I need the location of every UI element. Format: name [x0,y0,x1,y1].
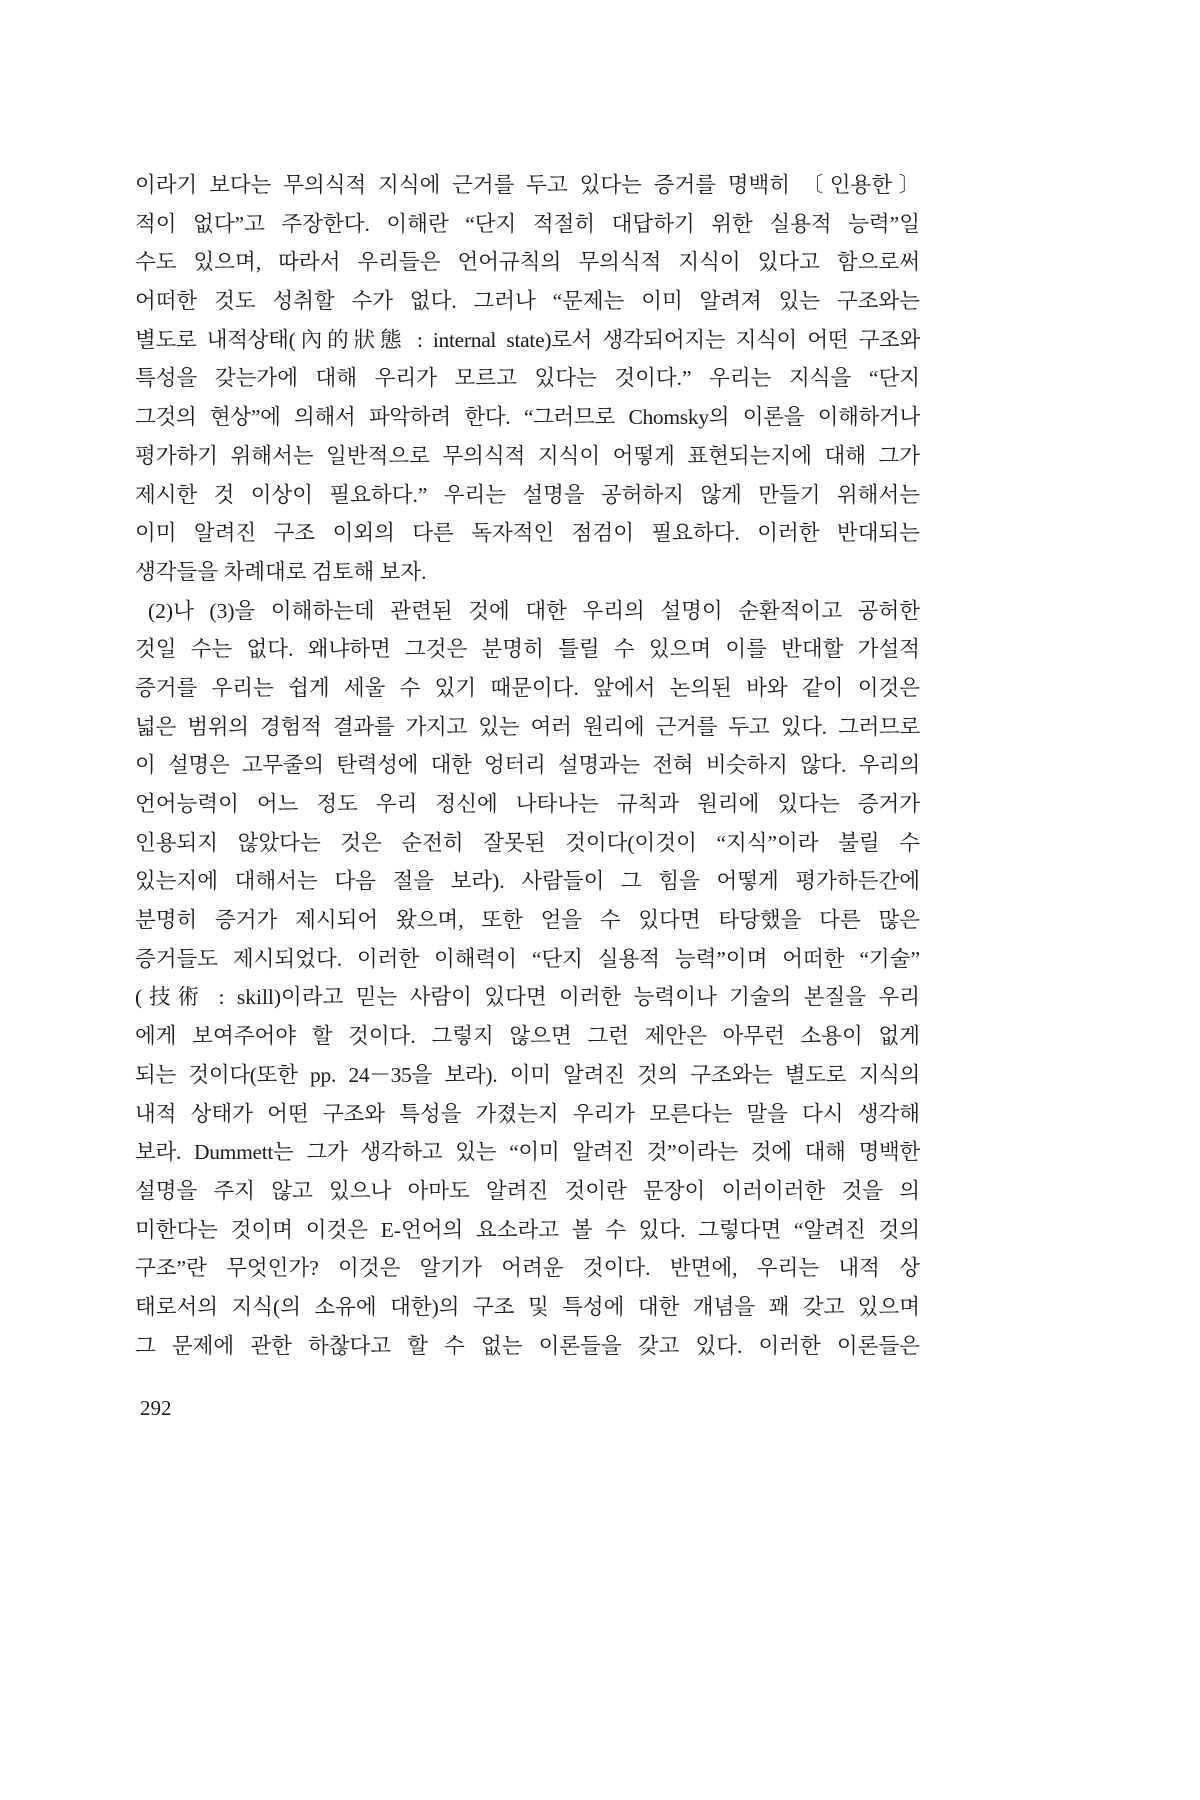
text-line: 이라기 보다는 무의식적 지식에 근거를 두고 있다는 증거를 명백히 〔인용한〕 [135,173,920,197]
body-text [135,166,920,1365]
paragraph [135,166,920,592]
text-line: 넓은 범위의 경험적 결과를 가지고 있는 여러 원리에 근거를 두고 있다. 그러므로 [135,714,920,739]
text-line: 제시한 것 이상이 필요하다.” 우리는 설명을 공허하지 않게 만들기 위해서는 [135,482,920,507]
text-line: 별도로 내적상태(內的狀態 : internal state)로서 생각되어지는 지식이 어떤 구조와 [135,327,920,352]
text-line: (技術 : skill)이라고 믿는 사람이 있다면 이러한 능력이나 기술의 본질을 우리 [135,985,920,1010]
text-line: 분명히 증거가 제시되어 왔으며, 또한 얻을 수 있다면 타당했을 다른 많은 [135,908,920,933]
text-line: 그 문제에 관한 하찮다고 할 수 없는 이론들을 갖고 있다. 이러한 이론들은 [135,1333,920,1358]
text-line: 것일 수는 없다. 왜냐하면 그것은 분명히 틀릴 수 있으며 이를 반대할 가설적 [135,637,920,662]
text-line: 특성을 갖는가에 대해 우리가 모르고 있다는 것이다.” 우리는 지식을 “단지 [135,366,920,391]
text-line: 생각들을 차례대로 검토해 보자. [135,559,427,584]
text-line: 증거를 우리는 쉽게 세울 수 있기 때문이다. 앞에서 논의된 바와 같이 이것은 [135,675,920,700]
text-line: 어떠한 것도 성취할 수가 없다. 그러나 “문제는 이미 알려져 있는 구조와는 [135,289,920,314]
text-line: 구조”란 무엇인가? 이것은 알기가 어려운 것이다. 반면에, 우리는 내적 상 [135,1256,920,1281]
text-line: 이미 알려진 구조 이외의 다른 독자적인 점검이 필요하다. 이러한 반대되는 [135,521,920,546]
text-line: 미한다는 것이며 이것은 E-언어의 요소라고 볼 수 있다. 그렇다면 “알려진 것의 [135,1217,920,1242]
text-line: 태로서의 지식(의 소유에 대한)의 구조 및 특성에 대한 개념을 꽤 갖고 있으며 [135,1294,920,1319]
text-line: 내적 상태가 어떤 구조와 특성을 가졌는지 우리가 모른다는 말을 다시 생각해 [135,1101,920,1126]
page-number: 292 [140,1396,172,1420]
text-line: 언어능력이 어느 정도 우리 정신에 나타나는 규칙과 원리에 있다는 증거가 [135,792,920,816]
text-line: 수도 있으며, 따라서 우리들은 언어규칙의 무의식적 지식이 있다고 함으로써 [135,250,920,275]
text-line: 이 설명은 고무줄의 탄력성에 대한 엉터리 설명과는 전혀 비슷하지 않다. 우리의 [135,753,920,778]
text-line: 에게 보여주어야 할 것이다. 그렇지 않으면 그런 제안은 아무런 소용이 없게 [135,1024,920,1049]
text-line: 인용되지 않았다는 것은 순전히 잘못된 것이다(이것이 “지식”이라 불릴 수 [135,830,920,855]
text-line: 그것의 현상”에 의해서 파악하려 한다. “그러므로 Chomsky의 이론을 이해하거나 [135,405,920,430]
text-line: 적이 없다”고 주장한다. 이해란 “단지 적절히 대답하기 위한 실용적 능력”일 [135,211,920,236]
text-line: 증거들도 제시되었다. 이러한 이해력이 “단지 실용적 능력”이며 어떠한 “기술” [135,946,920,971]
text-line: 보라. Dummett는 그가 생각하고 있는 “이미 알려진 것”이라는 것에 대해 명백한 [135,1140,920,1165]
paragraph [135,592,920,1366]
text-line: 평가하기 위해서는 일반적으로 무의식적 지식이 어떻게 표현되는지에 대해 그가 [135,443,920,468]
text-line: 있는지에 대해서는 다음 절을 보라). 사람들이 그 힘을 어떻게 평가하든간에 [135,869,920,894]
text-line: 설명을 주지 않고 있으나 아마도 알려진 것이란 문장이 이러이러한 것을 의 [135,1178,920,1203]
text-line: 되는 것이다(또한 pp. 24－35을 보라). 이미 알려진 것의 구조와는 별도로 지식의 [135,1062,920,1087]
text-line: (2)나 (3)을 이해하는데 관련된 것에 대한 우리의 설명이 순환적이고 공허한 [148,598,920,623]
